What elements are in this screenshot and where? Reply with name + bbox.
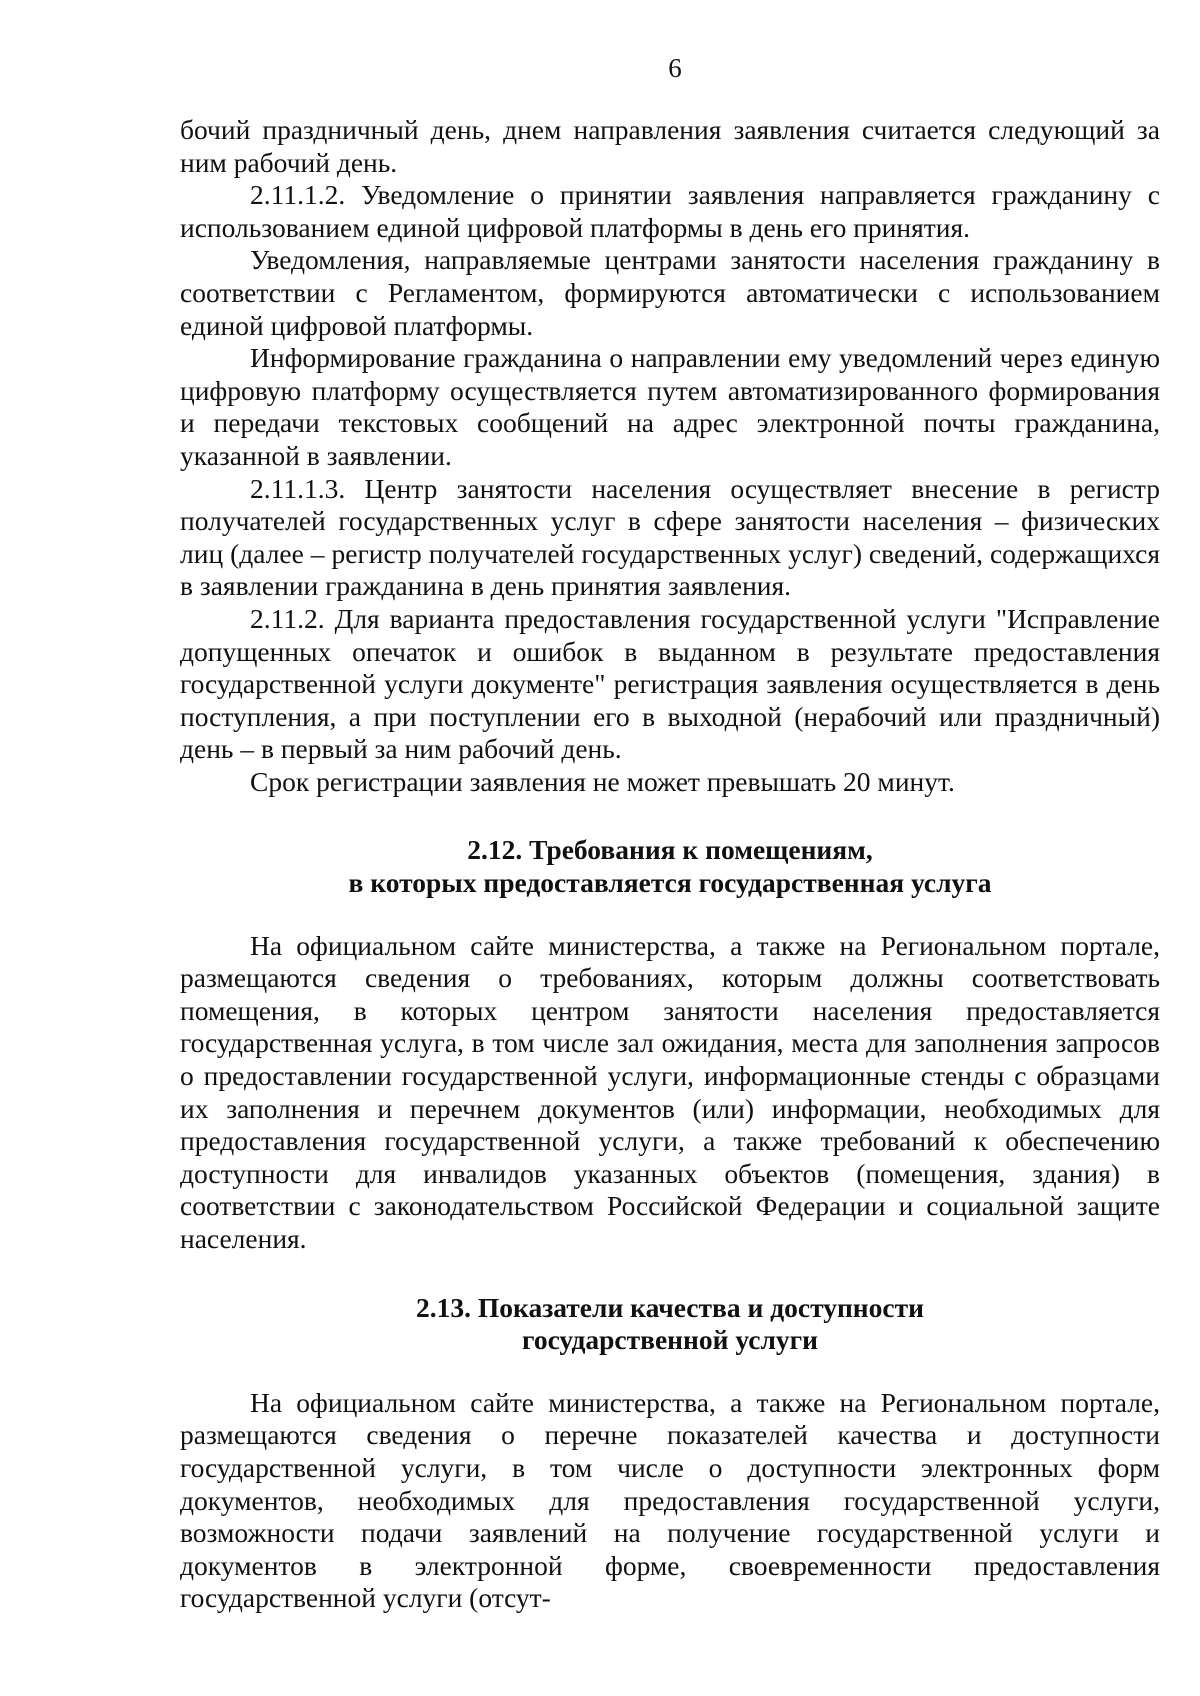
page-number: 6 — [668, 53, 682, 83]
paragraph-continuation: бочий праздничный день, днем направления заявления считается следующий за ним рабочий день. — [180, 114, 1160, 178]
section-2-12-body: На официальном сайте министерства, а также на Региональном портале, размещаются сведения о требованиях, которым должны соответствовать помещения, в которых центром занятости населения предоставляется государственная услуга, в том числе зал ожидания, места для заполнения запросов о предоставлении государственной услуги, информационные стенды с образцами их заполнения и перечнем документов (или) информации, необходимых для предоставления государственной услуги, а также требований к обеспечению доступности для инвалидов указанных объектов (помещения, здания) в соответствии с законодательством Российской Федерации и социальной защите населения. — [180, 929, 1160, 1254]
paragraph-registration-time: Срок регистрации заявления не может превышать 20 минут. — [250, 765, 955, 797]
section-2-13-body: На официальном сайте министерства, а также на Региональном портале, размещаются сведения о перечне показателей качества и доступности государственной услуги, в том числе о доступности электронных форм документов, необходимых для предоставления государственной услуги, возможности подачи заявлений на получение государственной услуги и документов в электронной форме, своевременности предоставления государственной услуги (отсут- — [180, 1386, 1160, 1614]
section-heading-2-12-line1: 2.12. Требования к помещениям, — [467, 834, 873, 866]
section-heading-2-12-line2: в которых предоставляется государственная услуга — [348, 867, 992, 899]
paragraph-2-11-1-3: 2.11.1.3. Центр занятости населения осуществляет внесение в регистр получателей государственных услуг в сфере занятости населения – физических лиц (далее – регистр получателей государственных услуг) сведений, содержащихся в заявлении гражданина в день принятия заявления. — [180, 472, 1160, 602]
section-heading-2-13 — [180, 1292, 1160, 1357]
paragraph-2-11-2: 2.11.2. Для варианта предоставления государственной услуги "Исправление допущенных опечаток и ошибок в выданном в результате предоставления государственной услуги документе" регистрация заявления осуществляется в день поступления, а при поступлении его в выходной (нерабочий или праздничный) день – в первый за ним рабочий день. — [180, 602, 1160, 765]
page-content — [180, 114, 1160, 1615]
section-heading-2-13-line2: государственной услуги — [522, 1324, 818, 1356]
section-heading-2-12 — [180, 834, 1160, 899]
paragraph-notifications: Уведомления, направляемые центрами занятости населения гражданину в соответствии с Регламентом, формируются автоматически с использованием единой цифровой платформы. — [180, 244, 1160, 341]
paragraph-informing: Информирование гражданина о направлении ему уведомлений через единую цифровую платформу осуществляется путем автоматизированного формирования и передачи текстовых сообщений на адрес электронной почты гражданина, указанной в заявлении. — [180, 342, 1160, 471]
section-heading-2-13-line1: 2.13. Показатели качества и доступности — [416, 1291, 924, 1323]
paragraph-2-11-1-2: 2.11.1.2. Уведомление о принятии заявления направляется гражданину с использованием единой цифровой платформы в день его принятия. — [180, 179, 1160, 243]
